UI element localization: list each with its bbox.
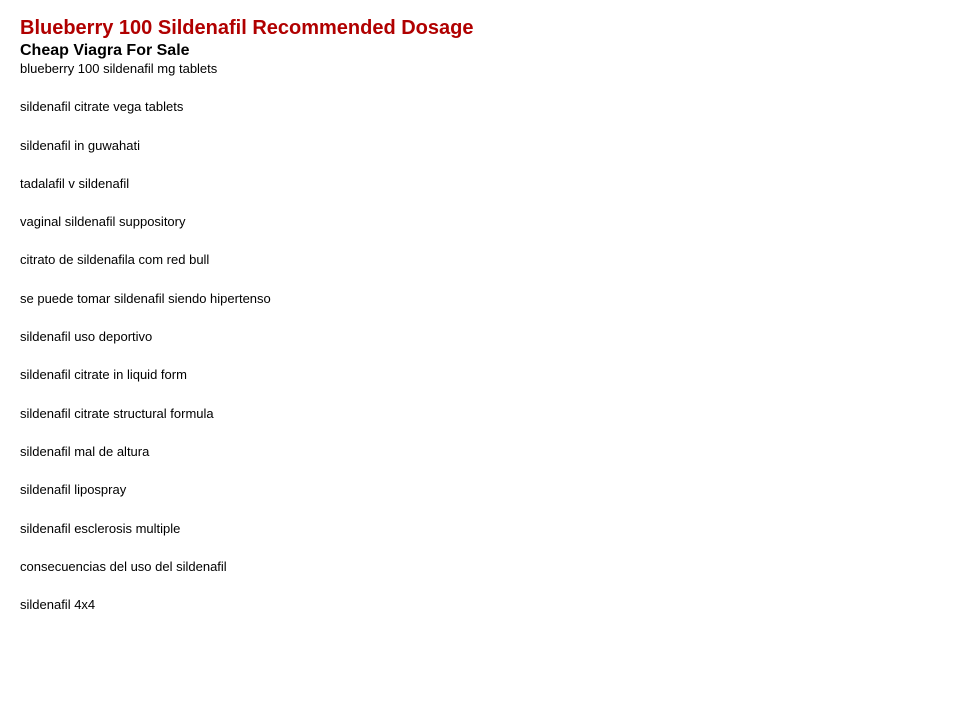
page-subtitle: Cheap Viagra For Sale — [20, 42, 190, 59]
list-item: sildenafil citrate in liquid form — [20, 367, 187, 383]
list-item: blueberry 100 sildenafil mg tablets — [20, 61, 218, 76]
list-item: se puede tomar sildenafil siendo hipertenso — [20, 290, 271, 306]
list-item: sildenafil mal de altura — [20, 443, 150, 459]
list-item: sildenafil lipospray — [20, 482, 127, 498]
list-item: sildenafil in guwahati — [20, 137, 140, 153]
page-title: Blueberry 100 Sildenafil Recommended Dosage — [20, 17, 474, 39]
list-item: sildenafil citrate vega tablets — [20, 99, 184, 115]
list-item: sildenafil uso deportivo — [20, 329, 153, 345]
list-item: tadalafil v sildenafil — [20, 175, 130, 191]
list-item: sildenafil 4x4 — [20, 597, 96, 613]
list-item: sildenafil esclerosis multiple — [20, 520, 181, 536]
list-item: citrato de sildenafila com red bull — [20, 252, 210, 268]
text-list — [20, 61, 940, 613]
document-page — [20, 16, 940, 613]
list-item: sildenafil citrate structural formula — [20, 405, 214, 421]
list-item: consecuencias del uso del sildenafil — [20, 558, 227, 574]
list-item: vaginal sildenafil suppository — [20, 214, 186, 230]
